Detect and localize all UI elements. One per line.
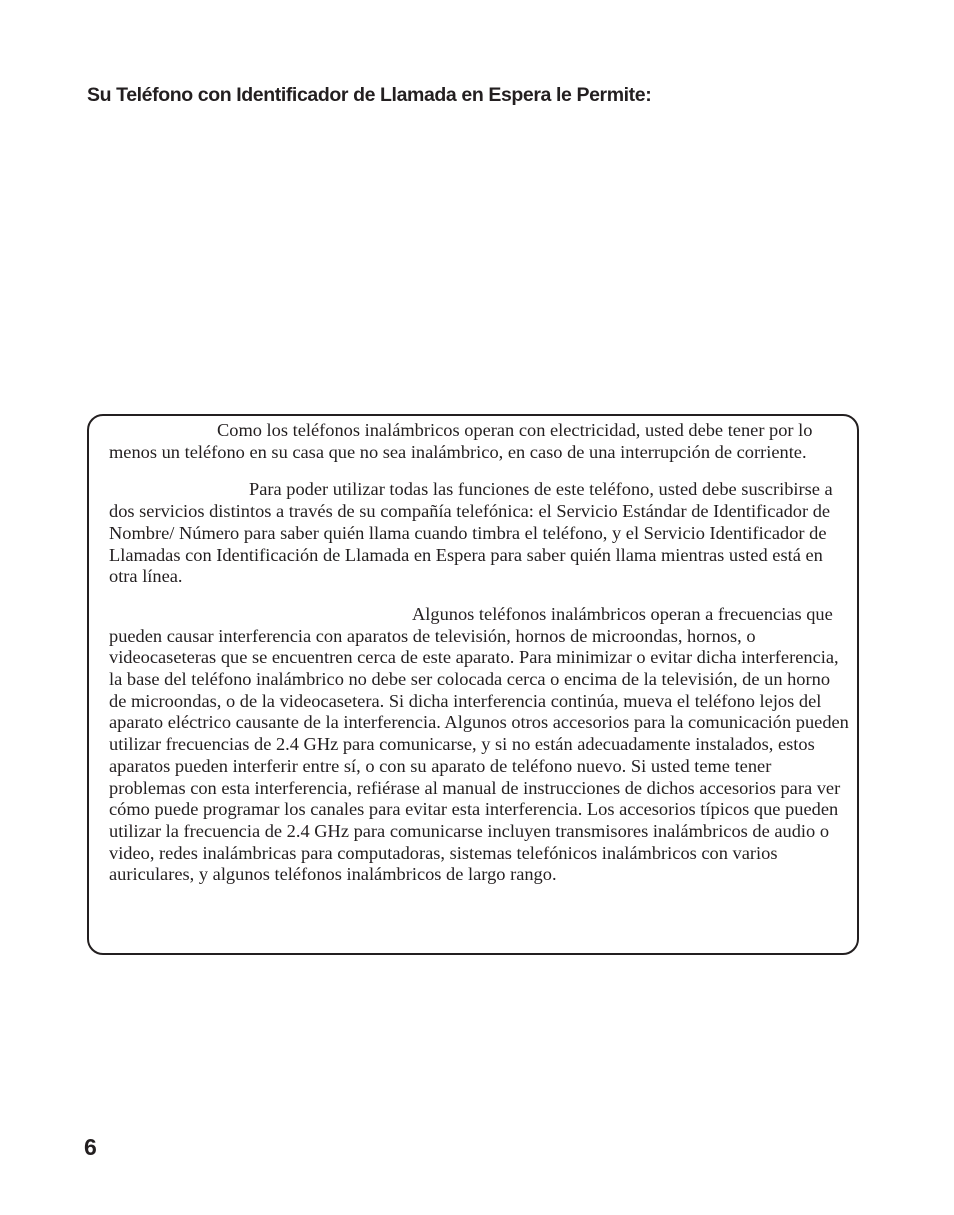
notice-paragraph-power <box>109 420 849 463</box>
page-heading: Su Teléfono con Identificador de Llamada en Espera le Permite: <box>87 84 652 106</box>
notice-paragraph-interference-text: Algunos teléfonos inalámbricos operan a frecuencias que pueden causar interferencia con aparatos de televisión, hornos de microondas, hornos, o videocaseteras que se encuentren cerca de este aparato. Para minimizar o evitar dicha interferencia, la base del teléfono inalámbrico no debe ser colocada cerca o encima de la televisión, de un horno de microondas, o de la videocasetera. Si dicha interferencia continúa, mueva el teléfono lejos del aparato eléctrico causante de la interferencia. Algunos otros accesorios para la comunicación pueden utilizar frecuencias de 2.4 GHz para comunicarse, y si no están adecuadamente instalados, estos aparatos pueden interferir entre sí, o con su aparato de teléfono nuevo. Si usted teme tener problemas con esta interferencia, refiérase al manual de instrucciones de dichos accesorios para ver cómo puede programar los canales para evitar esta interferencia. Los accesorios típicos que pueden utilizar la frecuencia de 2.4 GHz para comunicarse incluyen transmisores inalámbricos de audio o video, redes inalámbricas para computadoras, sistemas telefónicos inalámbricos con varios auriculares, y algunos teléfonos inalámbricos de largo rango. <box>109 603 849 885</box>
lead-indent <box>109 435 217 436</box>
page-number: 6 <box>84 1134 97 1160</box>
lead-indent <box>109 494 249 495</box>
notice-paragraph-power-text: Como los teléfonos inalámbricos operan con electricidad, usted debe tener por lo menos un teléfono en su casa que no sea inalámbrico, en caso de una interrupción de corriente. <box>109 420 813 462</box>
lead-indent <box>109 619 412 620</box>
notice-paragraph-services-text: Para poder utilizar todas las funciones de este teléfono, usted debe suscribirse a dos servicios distintos a través de su compañía telefónica: el Servicio Estándar de Identificador de Nombre/ Número para saber quién llama cuando timbra el teléfono, y el Servicio Identificador de Llamadas con Identificación de Llamada en Espera para saber quién llama mientras usted está en otra línea. <box>109 479 833 587</box>
notice-box <box>87 414 859 955</box>
notice-paragraph-interference <box>109 604 849 886</box>
notice-paragraph-services <box>109 479 849 588</box>
